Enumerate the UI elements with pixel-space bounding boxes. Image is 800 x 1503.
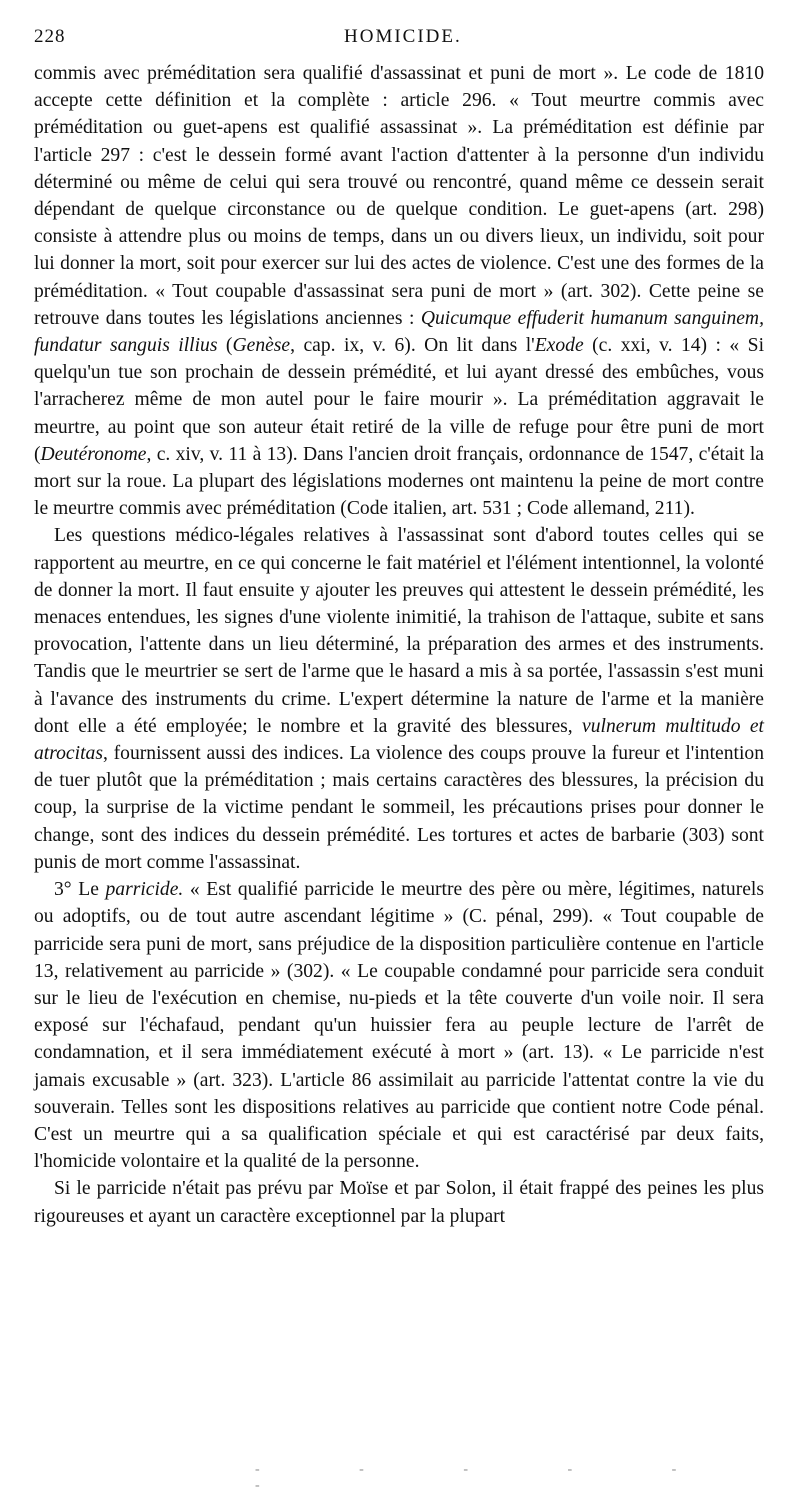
running-title: HOMICIDE. xyxy=(344,26,462,47)
italic-text-run: Genèse xyxy=(232,335,291,357)
italic-text-run: parricide. xyxy=(105,879,184,901)
text-run: , cap. ix, v. 6). On lit dans l' xyxy=(290,335,535,357)
italic-text-run: Quicumque effuderit humanum sanguinem, fundatur sanguis illius xyxy=(34,307,764,357)
paragraph-3 xyxy=(34,876,764,1175)
text-run: 3° Le xyxy=(54,879,106,901)
text-run: ( xyxy=(217,335,233,357)
document-page xyxy=(34,26,764,1230)
italic-text-run: Deutéronome xyxy=(40,443,147,465)
text-run: , c. xiv, v. 11 à 13). Dans l'ancien droit français, ordonnance de 1547, c'était la mort sur la roue. La plupart des législations modernes ont maintenu la peine de mort contre le meurtre commis avec préméditation (Code italien, art. 531 ; Code allemand, 211). xyxy=(34,443,764,520)
text-run: Si le parricide n'était pas prévu par Moïse et par Solon, il était frappé des peines les plus rigoureuses et ayant un caractère exceptionnel par la plupart xyxy=(34,1178,764,1227)
italic-text-run: Exode xyxy=(534,335,584,357)
text-run: « Est qualifié parricide le meurtre des père ou mère, légitimes, naturels ou adoptifs, ou de tout autre ascendant légitime » (C. pénal, 299). « Tout coupable de parricide sera puni de mort, sans préjudice de la disposition particulière contenue en l'article 13, relativement au parricide » (302). « Le coupable condamné pour parricide sera conduit sur le lieu de l'exécution en chemise, nu-pieds et la tête couverte d'un voile noir. Il sera exposé sur l'échafaud, pendant qu'un huissier fera au peuple lecture de l'arrêt de condamnation, et il sera immédiatement exécuté à mort » (art. 13). « Le parricide n'est jamais excusable » (art. 323). L'article 86 assimilait au parricide l'attentat contre la vie du souverain. Telles sont les dispositions relatives au parricide que contient notre Code pénal. C'est un meurtre qui a sa qualification spéciale et qui est caractérisé par deux faits, l'homicide volontaire et la qualité de la personne. xyxy=(34,879,764,1173)
text-run: (c. xxi, v. 14) : « Si quelqu'un tue son prochain de dessein prémédité, et lui ayant dressé des embûches, vous l'arracherez même de mon autel pour le faire mourir ». La préméditation aggravait le meurtre, au point que son auteur était retiré de la ville de refuge pour être puni de mort ( xyxy=(34,335,765,465)
footer-scan-marks: - - - - - - xyxy=(255,1462,725,1493)
paragraph-1 xyxy=(34,60,764,522)
page-number: 228 xyxy=(34,26,66,47)
text-run: Les questions médico-légales relatives à l'assassinat sont d'abord toutes celles qui se rapportent au meurtre, en ce qui concerne le fait matériel et l'élément intentionnel, la volonté de donner la mort. Il faut ensuite y ajouter les preuves qui attestent le dessein prémédité, les menaces entendues, les signes d'une violente inimitié, la trahison de l'attaque, subite et sans provocation, l'attente dans un lieu déterminé, la préparation des armes et des instruments. Tandis que le meurtrier se sert de l'arme que le hasard a mis à sa portée, l'assassin s'est muni à l'avance des instruments du crime. L'expert détermine la nature de l'arme et la manière dont elle a été employée; le nombre et la gravité des blessures, xyxy=(34,525,764,737)
text-run: commis avec préméditation sera qualifié d'assassinat et puni de mort ». Le code de 1810 accepte cette définition et la complète : article 296. « Tout meurtre commis avec préméditation ou guet-apens est qualifié assassinat ». La préméditation est définie par l'article 297 : c'est le dessein formé avant l'action d'attenter à la personne d'un individu déterminé ou même de celui qui sera trouvé ou rencontré, quand même ce dessein serait dépendant de quelque circonstance ou de quelque condition. Le guet-apens (art. 298) consiste à attendre plus ou moins de temps, dans un ou divers lieux, un individu, soit pour lui donner la mort, soit pour exercer sur lui des actes de violence. C'est une des formes de la préméditation. « Tout coupable d'assassinat sera puni de mort » (art. 302). Cette peine se retrouve dans toutes les législations anciennes : xyxy=(34,63,764,329)
paragraph-4 xyxy=(34,1175,764,1229)
page-header xyxy=(34,26,764,60)
paragraph-2 xyxy=(34,522,764,876)
text-run: , fournissent aussi des indices. La violence des coups prouve la fureur et l'intention de tuer plutôt que la préméditation ; mais certains caractères des blessures, la précision du coup, la surprise de la victime pendant le sommeil, les précautions prises pour donner le change, sont des indices du dessein prémédité. Les tortures et actes de barbarie (303) sont punis de mort comme l'assassinat. xyxy=(34,743,764,873)
italic-text-run: vulnerum multitudo et atrocitas xyxy=(34,715,764,765)
